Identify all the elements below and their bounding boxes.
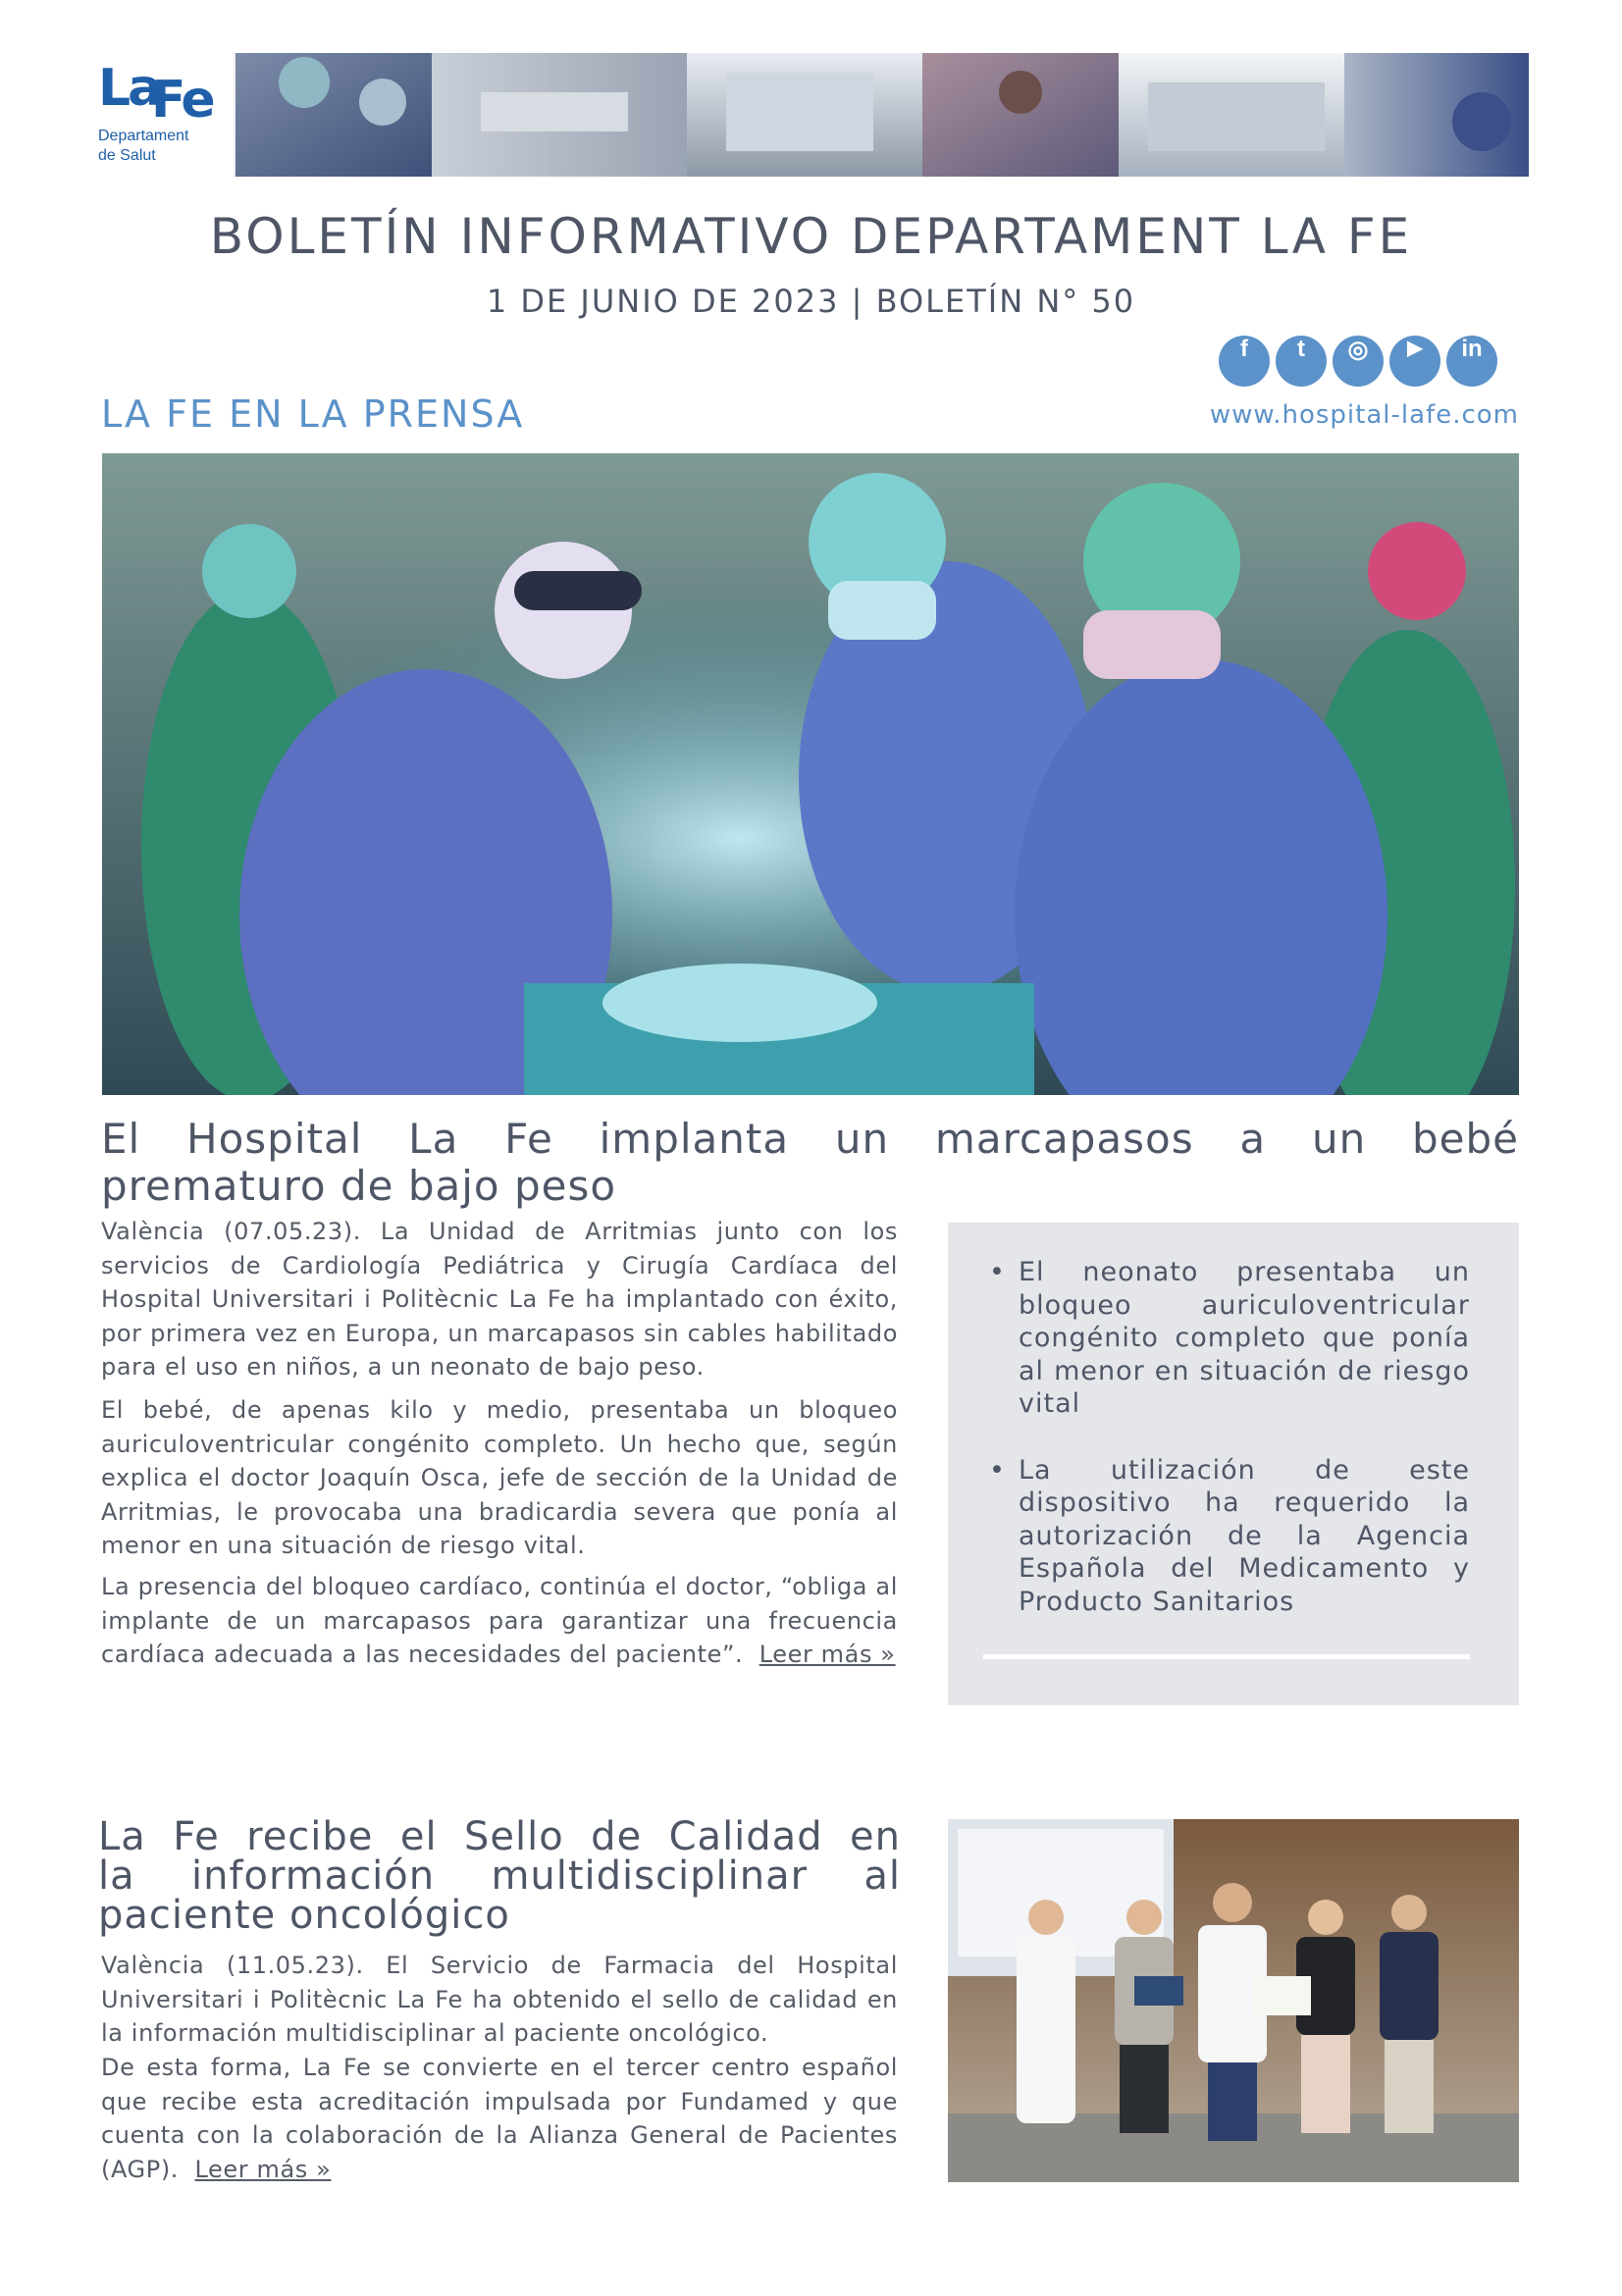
article2-paragraph-2-text: De esta forma, La Fe se convierte en el tercer centro español que recibe esta acreditación impulsada por Fundamed y que cuenta con la colaboración de la Alianza General de Pacientes (AGP). xyxy=(101,2054,898,2183)
article1-read-more-link[interactable]: Leer más » xyxy=(759,1641,896,1668)
instagram-icon[interactable]: ◎ xyxy=(1333,336,1384,387)
la-fe-logo[interactable] xyxy=(77,53,234,177)
newsletter-date-issue: 1 DE JUNIO DE 2023 | BOLETÍN N° 50 xyxy=(486,283,1136,320)
article1-paragraph-2: El bebé, de apenas kilo y medio, presentaba un bloqueo auriculoventricular congénito completo. Un hecho que, según explica el doctor Joaquín Osca, jefe de sección de la Unidad de Arritmias, le provocaba una bradicardia severa que ponía al menor en una situación de riesgo vital. xyxy=(101,1396,898,1559)
newsletter-title: BOLETÍN INFORMATIVO DEPARTAMENT LA FE xyxy=(209,208,1413,265)
article2-read-more-link[interactable]: Leer más » xyxy=(194,2155,332,2183)
youtube-icon[interactable]: ▶ xyxy=(1389,336,1440,387)
award-ceremony-photo xyxy=(948,1819,1519,2182)
social-links xyxy=(1219,336,1513,391)
article1-paragraph-3 xyxy=(101,1570,898,1672)
article1-highlights-box xyxy=(948,1223,1519,1705)
header-banner xyxy=(77,53,1529,177)
surgery-photo xyxy=(102,453,1519,1095)
website-link[interactable]: www.hospital-lafe.com xyxy=(1209,400,1519,430)
header-photo-collage xyxy=(235,53,1529,177)
linkedin-icon[interactable]: in xyxy=(1446,336,1497,387)
logo-subtitle-1: Departament xyxy=(98,128,189,144)
article2-title-line1: La Fe recibe el Sello de Calidad en xyxy=(98,1814,901,1859)
article2-paragraph-2 xyxy=(101,2051,898,2186)
highlight-item: • El neonato presentaba un bloqueo auriculoventricular congénito completo que ponía al menor en situación de riesgo vital xyxy=(1019,1256,1470,1421)
logo-text-fe: Fe xyxy=(151,71,213,130)
article2-paragraph-1: València (11.05.23). El Servicio de Farmacia del Hospital Universitari i Politècnic La Fe ha obtenido el sello de calidad en la información multidisciplinar al paciente oncológico. xyxy=(101,1952,898,2047)
article2-title-line3: paciente oncológico xyxy=(98,1893,510,1938)
article1-title-line1: El Hospital La Fe implanta un marcapasos a un bebé xyxy=(101,1115,1519,1163)
box-divider xyxy=(983,1654,1470,1659)
highlight-item: • La utilización de este dispositivo ha requerido la autorización de la Agencia Española del Medicamento y Producto Sanitarios xyxy=(1019,1454,1470,1619)
logo-text-la: La xyxy=(98,59,160,118)
twitter-icon[interactable]: t xyxy=(1276,336,1327,387)
facebook-icon[interactable]: f xyxy=(1219,336,1270,387)
article1-paragraph-1: València (07.05.23). La Unidad de Arritmias junto con los servicios de Cardiología Pediátrica y Cirugía Cardíaca del Hospital Universitari i Politècnic La Fe ha implantado con éxito, por primera vez en Europa, un marcapasos sin cables habilitado para el uso en niños, a un neonato de bajo peso. xyxy=(101,1218,898,1381)
article2-title xyxy=(98,1814,901,1938)
article2-title-line2: la información multidisciplinar al xyxy=(98,1853,901,1899)
section-title: LA FE EN LA PRENSA xyxy=(101,392,525,436)
article1-title-line2: prematuro de bajo peso xyxy=(101,1162,617,1210)
logo-subtitle-2: de Salut xyxy=(98,147,156,164)
article1-paragraph-3-text: La presencia del bloqueo cardíaco, continúa el doctor, “obliga al implante de un marcapasos para garantizar una frecuencia cardíaca adecuada a las necesidades del paciente”. xyxy=(101,1573,898,1668)
